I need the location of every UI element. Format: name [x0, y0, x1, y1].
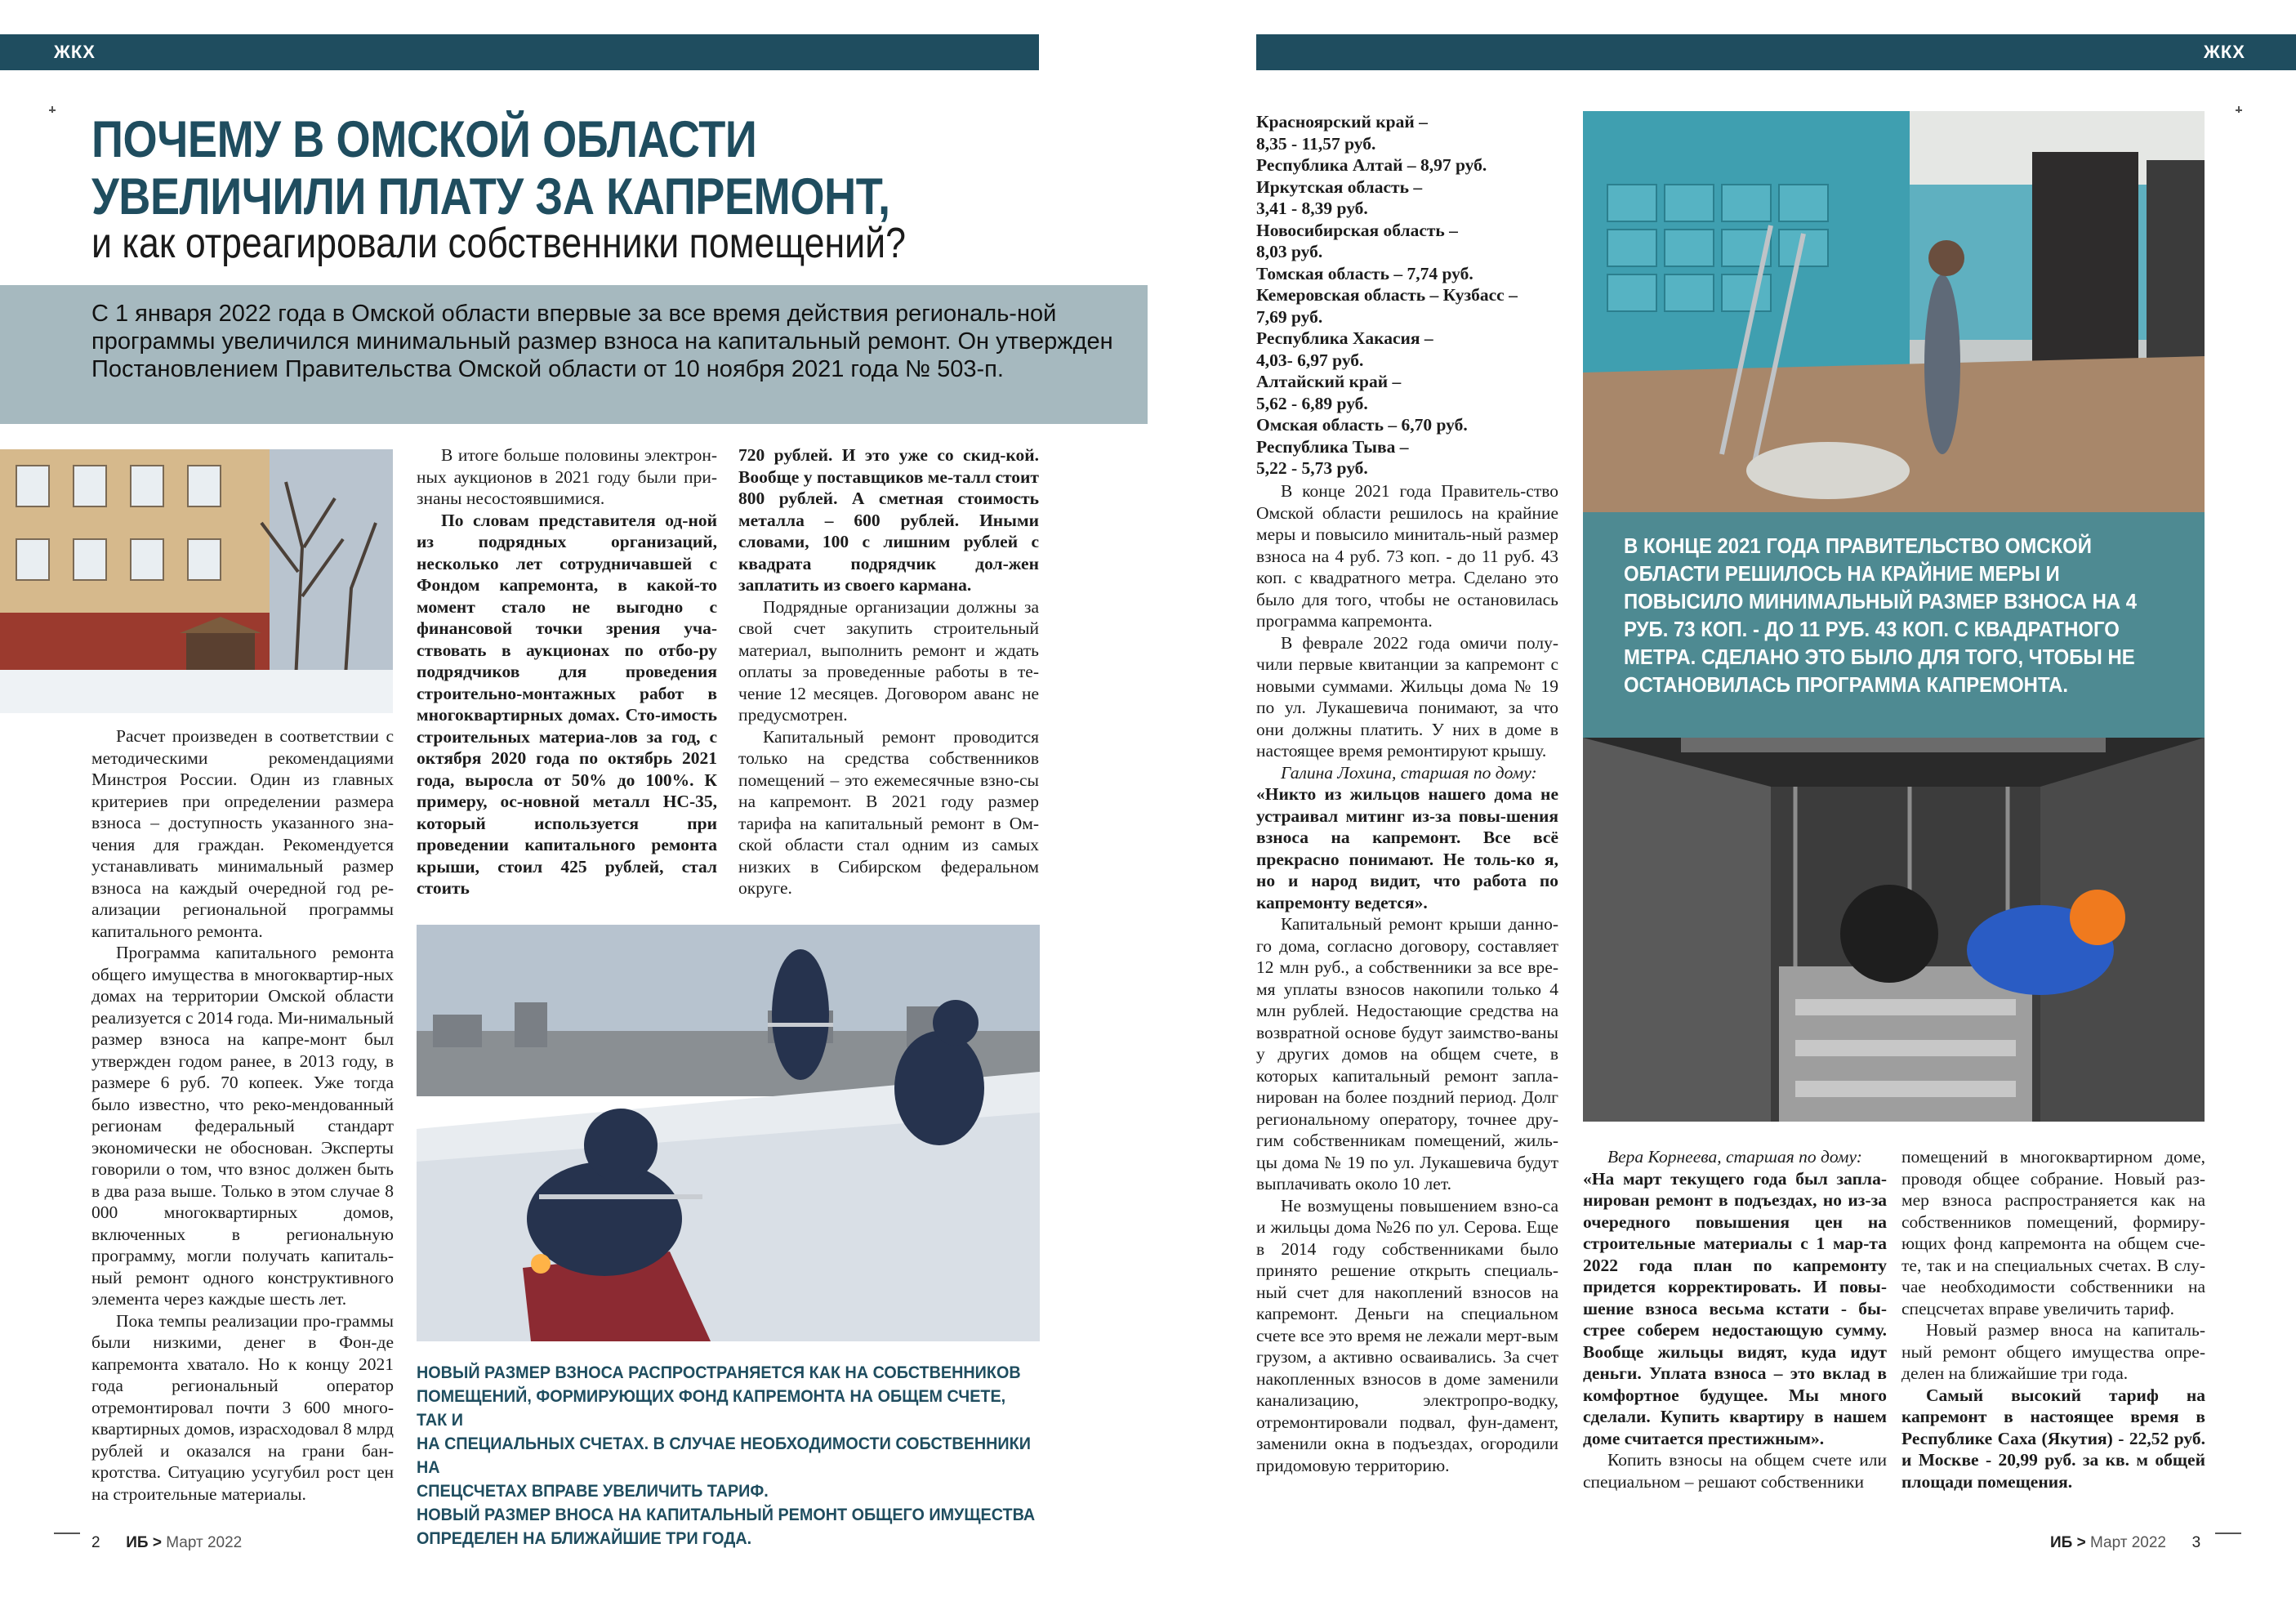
regional-tariffs-list — [1256, 111, 1567, 480]
crop-mark — [2215, 1533, 2241, 1534]
tariff-line: Новосибирская область – — [1256, 220, 1458, 240]
article-column-4 — [1256, 480, 1558, 1476]
paragraph-bold: Самый высокий тариф на капремонт в настоящее время в Республике Саха (Якутия) - 22,52 руб. и Москве - 20,99 руб. за кв. м общей площади помещения. — [1901, 1385, 2205, 1492]
page-number: 2 — [91, 1534, 100, 1551]
caption-line: НА СПЕЦИАЛЬНЫХ СЧЕТАХ. В СЛУЧАЕ НЕОБХОДИМОСТИ СОБСТВЕННИКИ НА — [417, 1434, 1031, 1477]
footer-left — [91, 1534, 242, 1552]
crop-mark — [54, 1533, 80, 1534]
article-subtitle: и как отреагировали собственники помещений? — [91, 220, 907, 267]
caption-line: НОВЫЙ РАЗМЕР ВЗНОСА РАСПРОСТРАНЯЕТСЯ КАК НА СОБСТВЕННИКОВ — [417, 1363, 1021, 1382]
paragraph: Копить взносы на общем счете или специальном – решают собственники — [1583, 1450, 1887, 1492]
quote: «Никто из жильцов нашего дома не устраивал митинг из-за повы-шения взноса на капремонт. Все всё прекрасно понимают. Не толь-ко я, но и народ видит, что работа по капремонту ведется». — [1256, 784, 1558, 912]
roof-workers-photo — [417, 925, 1040, 1341]
elevator-shaft-photo — [1583, 738, 2205, 1122]
magazine-name: ИБ > — [2050, 1534, 2086, 1551]
tariff-line: Иркутская область – — [1256, 176, 1423, 197]
footer-right — [2050, 1534, 2200, 1552]
article-column-1 — [91, 725, 394, 1505]
tariff-line: 5,62 - 6,89 руб. — [1256, 393, 1368, 413]
crop-mark — [51, 106, 53, 113]
article-lead: С 1 января 2022 года в Омской области впервые за все время действия региональ-ной программы увеличился минимальный размер взноса на капитальный ремонт. Он утвержден Постановлением Правительства Омской области от 10 ноября 2021 года № 503-п. — [0, 285, 1148, 424]
tariff-line: Республика Алтай – 8,97 руб. — [1256, 155, 1487, 175]
tariff-line: Томская область – 7,74 руб. — [1256, 263, 1473, 283]
pull-quote-box — [1583, 512, 2205, 738]
section-header-left — [0, 34, 1039, 70]
tariff-line: 8,35 - 11,57 руб. — [1256, 133, 1376, 154]
article-column-2 — [417, 444, 717, 899]
paragraph-bold: По словам представителя од-ной из подрядных организаций, несколько лет сотрудничавшей с Фондом капремонта, в какой-то момент стало не выгодно с финансовой точки зрения уча-ствовать в аукционах по отбо-ру подрядчиков для проведения строительно-монтажных работ в многоквартирных домах. Сто-имость строительных материа-лов за год, с октября 2020 года по октябрь 2021 года, выросла от 50% до 100%. К примеру, ос-новной металл НС-35, который используется при проведении капитального ремонта крыши, стоил 425 рублей, стал стоить — [417, 510, 717, 898]
tariff-line: Республика Тыва – — [1256, 436, 1409, 457]
paragraph: Расчет произведен в соответствии с методическими рекомендациями Минстроя России. Один из главных критериев при определении размера взноса – доступность указанного зна-чения для граждан. Рекомендуется устанавливать минимальный размер взноса на каждый очередной год ре-ализации региональной программы капитального ремонта. — [91, 726, 394, 941]
magazine-name: ИБ > — [126, 1534, 162, 1551]
paragraph: Новый размер вноса на капиталь-ный ремонт общего имущества опре-делен на ближайшие три года. — [1901, 1320, 2205, 1383]
speaker-name: Вера Корнеева, старшая по дому: — [1607, 1147, 1862, 1167]
paragraph: Программа капитального ремонта общего имущества в многоквартир-ных домах на территории Омской области реализуется с 2014 года. Ми-нимальный размер взноса на капре-монт был утвержден годом ранее, в 2013 году, в размере 6 руб. 70 копеек. Уже тогда было известно, что реко-мендованный регионам федеральный стандарт экономически не обоснован. Эксперты говорили о том, что взнос должен быть в два раза выше. Только в этом случае 8 000 многоквартирных домов, включенных в региональную программу, могли получать капиталь-ный ремонт одного конструктивного элемента через каждые шесть лет. — [91, 943, 394, 1309]
section-header-right — [1256, 34, 2296, 70]
article-title — [91, 111, 934, 225]
paragraph: Не возмущены повышением взно-са и жильцы дома №26 по ул. Серова. Еще в 2014 году собственниками было принято решение открыть специаль-ный счет для накоплений взносов на капремонт. Деньги на специальном счете все это время не лежали мерт-вым грузом, а активно осваивались. За счет накопленных взносов в доме заменили канализацию, электропро-водку, отремонтировали подвал, фун-дамент, заменили окна в подъездах, огородили придомовую территорию. — [1256, 1195, 1558, 1475]
paragraph: В итоге больше половины электрон-ных аукционов в 2021 году были при-знаны несостоявшимися. — [417, 445, 717, 508]
crop-mark — [2238, 106, 2240, 113]
tariff-line: Кемеровская область – Кузбасс – — [1256, 285, 1518, 305]
section-label: ЖКХ — [54, 42, 96, 62]
apartment-building-photo — [0, 449, 393, 713]
tariff-line: 7,69 руб. — [1256, 306, 1323, 327]
article-column-3 — [738, 444, 1039, 899]
caption-line: НОВЫЙ РАЗМЕР ВНОСА НА КАПИТАЛЬНЫЙ РЕМОНТ ОБЩЕГО ИМУЩЕСТВА — [417, 1505, 1036, 1524]
article-column-6 — [1901, 1146, 2205, 1492]
tariff-line: Омская область – 6,70 руб. — [1256, 415, 1468, 435]
paragraph: помещений в многоквартирном доме, проводя общее собрание. Новый раз-мер взноса распространяется как на собственников помещений, формиру-ющих фонд капремонта на общем сче-те, так и на специальных счетах. В слу-чае необходимости собственники на спецсчетах вправе увеличить тариф. — [1901, 1147, 2205, 1318]
mailboxes-repair-photo — [1583, 111, 2205, 512]
paragraph: Подрядные организации должны за свой счет закупить строительный материал, выполнить ремонт и ждать оплаты за проведенные работы в те-чение 12 месяцев. Договором аванс не предусмотрен. — [738, 596, 1039, 725]
pull-quote-text: В КОНЦЕ 2021 ГОДА ПРАВИТЕЛЬСТВО ОМСКОЙ ОБЛАСТИ РЕШИЛОСЬ НА КРАЙНИЕ МЕРЫ И ПОВЫСИЛО МИНИМАЛЬНЫЙ РАЗМЕР ВЗНОСА НА 4 РУБ. 73 КОП. - ДО 11 РУБ. 43 КОП. С КВАДРАТНОГО МЕТРА. СДЕЛАНО ЭТО БЫЛО ДЛЯ ТОГО, ЧТОБЫ НЕ ОСТАНОВИЛАСЬ ПРОГРАММА КАПРЕМОНТА. — [1624, 533, 2138, 697]
tariff-line: 3,41 - 8,39 руб. — [1256, 199, 1368, 218]
section-label: ЖКХ — [2204, 42, 2245, 62]
paragraph: Капитальный ремонт крыши данно-го дома, согласно договору, составляет 12 млн руб., а собственники за все вре-мя уплаты взносов накопили только 4 млн рублей. Недостающие средства на возвратной основе будут заимство-ваны у других домов на общем счете, в которых капитальный ремонт запла-нирован на более поздний период. Долг региональному оператору, точнее дру-гим собственникам помещений, жиль-цы дома № 19 по ул. Лукашевича будут выплачивать около 10 лет. — [1256, 914, 1558, 1193]
caption-line: ПОМЕЩЕНИЙ, ФОРМИРУЮЩИХ ФОНД КАПРЕМОНТА НА ОБЩЕМ СЧЕТЕ, ТАК И — [417, 1386, 1006, 1430]
caption-line: ОПРЕДЕЛЕН НА БЛИЖАЙШИЕ ТРИ ГОДА. — [417, 1528, 752, 1548]
paragraph: Капитальный ремонт проводится только на средства собственников помещений – это ежемесячные взно-сы на капремонт. В 2021 году размер тарифа на капитальный ремонт в Ом-ской области стал одним из самых низких в Сибирском федеральном округе. — [738, 726, 1039, 898]
paragraph: В феврале 2022 года омичи полу-чили первые квитанции за капремонт с новыми суммами. Жильцы дома № 19 по ул. Лукашевича понимают, за что они должны платить. У них в доме в настоящее время ремонтируют крышу. — [1256, 632, 1558, 761]
paragraph: Пока темпы реализации про-граммы были низкими, денег в Фон-де капремонта хватало. Но к концу 2021 года региональный оператор отремонтировал почти 3 600 много-квартирных домов, израсходовал 8 млрд рублей и оказался на грани бан-кротства. Ситуацию усугубил рост цен на строительные материалы. — [91, 1310, 394, 1504]
tariff-line: Красноярский край – — [1256, 112, 1428, 132]
article-column-5 — [1583, 1146, 1887, 1492]
speaker-name: Галина Лохина, старшая по дому: — [1281, 762, 1537, 783]
paragraph-bold: 720 рублей. И это уже со скид-кой. Вообще у поставщиков ме-талл стоит 800 рублей. А сметная стоимость металла – 600 рублей. Иными словами, 100 с лишним рублей с квадрата подрядчик дол-жен заплатить из своего кармана. — [738, 445, 1039, 595]
issue-month: Март 2022 — [2089, 1534, 2166, 1551]
tariff-line: 8,03 руб. — [1256, 242, 1323, 261]
title-line: ПОЧЕМУ В ОМСКОЙ ОБЛАСТИ — [91, 111, 757, 168]
tariff-line: Алтайский край – — [1256, 372, 1402, 391]
paragraph: В конце 2021 года Правитель-ство Омской области решилось на крайние меры и повысило миниталь-ный размер взноса на 4 руб. 73 коп. - до 11 руб. 43 коп. с квадратного метра. Сделано это было для того, чтобы не остановилась программа капремонта. — [1256, 481, 1558, 631]
caption-line: СПЕЦСЧЕТАХ ВПРАВЕ УВЕЛИЧИТЬ ТАРИФ. — [417, 1481, 769, 1501]
page-number: 3 — [2191, 1534, 2201, 1551]
tariff-line: Республика Хакасия – — [1256, 328, 1433, 348]
tariff-line: 4,03- 6,97 руб. — [1256, 350, 1364, 370]
quote: «На март текущего года был запла-нирован ремонт в подъездах, но из-за очередного повышения цен на строительные материалы с 1 мар-та 2022 года план по капремонту придется корректировать. И повы-шение взноса весьма кстати - бы-стрее соберем недостающую сумму. Вообще жильцы видят, куда идут деньги. Уплата взноса – это вклад в комфортное будущее. Мы много сделали. Купить квартиру в нашем доме считается престижным». — [1583, 1168, 1887, 1448]
title-line: УВЕЛИЧИЛИ ПЛАТУ ЗА КАПРЕМОНТ, — [91, 168, 890, 225]
photo-caption — [417, 1361, 1041, 1550]
tariff-line: 5,22 - 5,73 руб. — [1256, 458, 1368, 478]
issue-month: Март 2022 — [166, 1534, 243, 1551]
